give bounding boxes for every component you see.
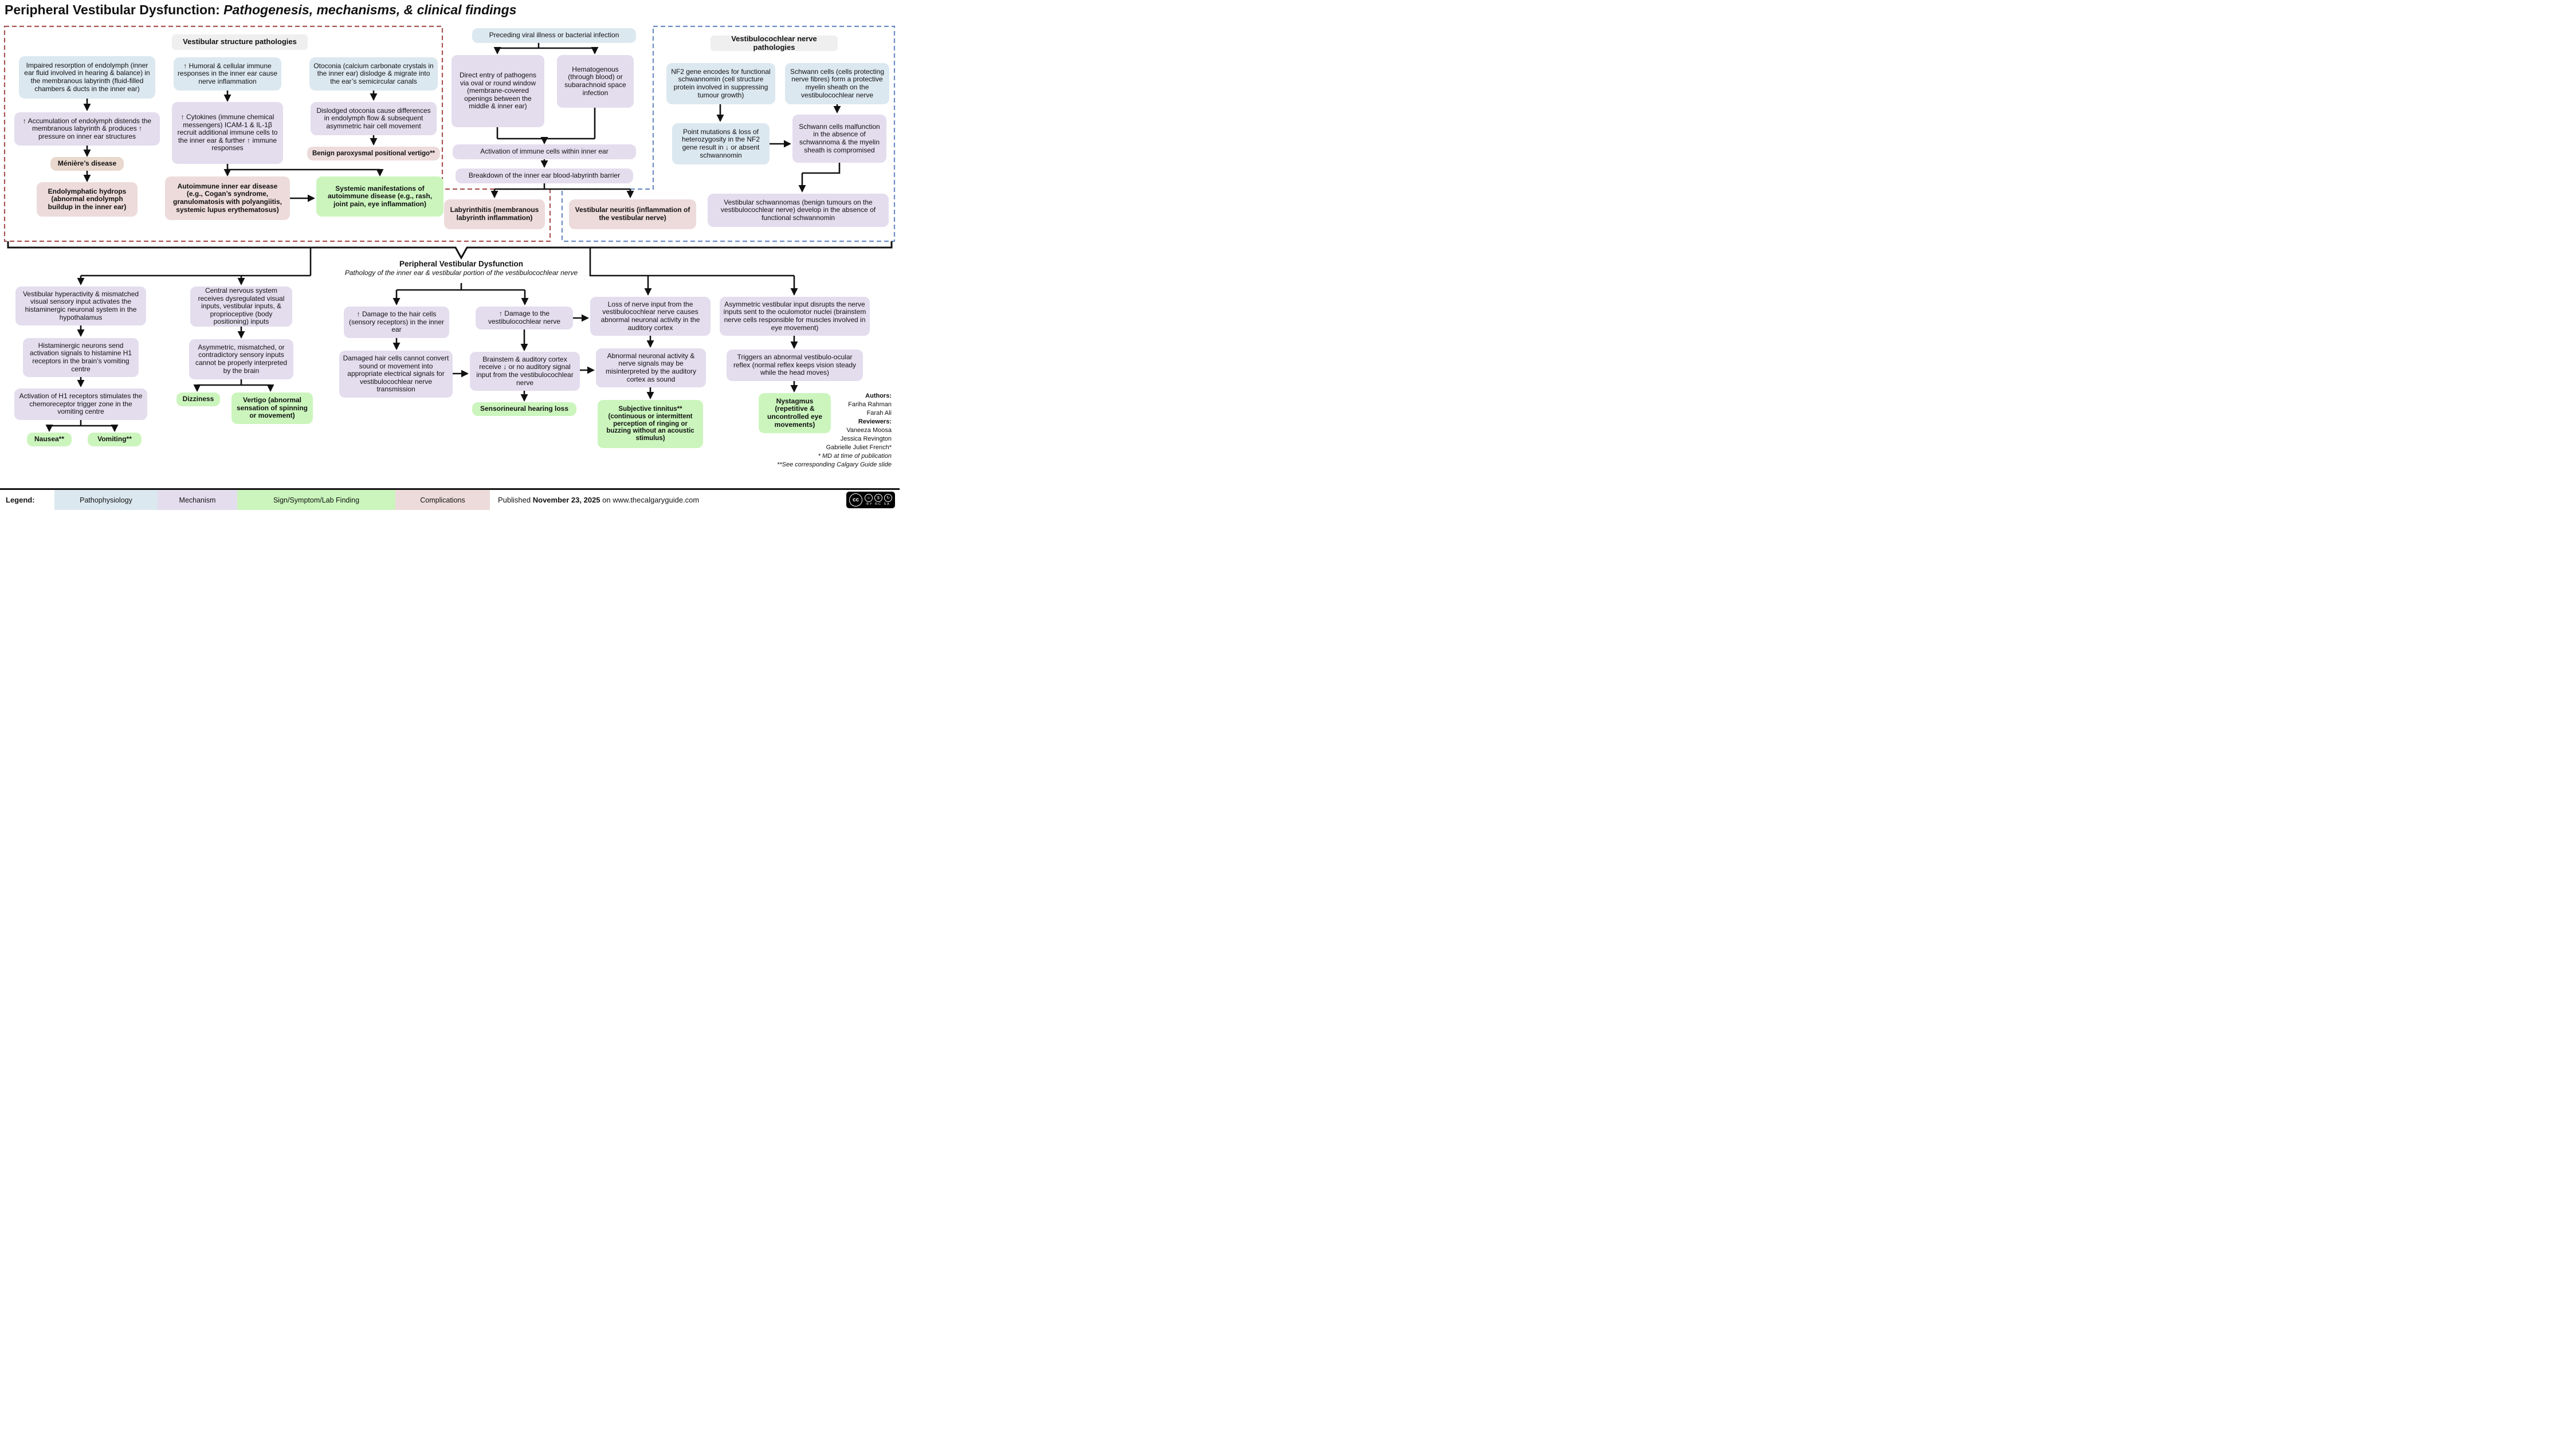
authors-label: Authors:	[865, 393, 892, 399]
published-prefix: Published	[498, 496, 531, 504]
node-hematogenous-infection: Hematogenous (through blood) or subarachnoid space infection	[557, 55, 634, 108]
node-nausea: Nausea**	[27, 433, 72, 446]
node-impaired-endolymph-resorption: Impaired resorption of endolymph (inner ear fluid involved in hearing & balance) in the membranous labyrinth (fluid-filled chambers & ducts in the inner ear)	[19, 56, 155, 99]
cc-license-badge	[846, 492, 895, 508]
credits-block	[777, 392, 892, 469]
reviewer-name: Jessica Revington	[840, 435, 892, 442]
legend-item-complications: Complications	[395, 490, 490, 510]
author-name: Farah Ali	[866, 410, 892, 417]
legend-item-pathophysiology: Pathophysiology	[54, 490, 158, 510]
reviewer-name: Vaneeza Moosa	[846, 427, 892, 434]
gather-bracket	[8, 241, 892, 258]
node-histaminergic-neurons: Histaminergic neurons send activation signals to histamine H1 receptors in the brain’s vomiting centre	[23, 338, 139, 377]
node-subjective-tinnitus: Subjective tinnitus** (continuous or intermittent perception of ringing or buzzing without an acoustic stimulus)	[598, 400, 703, 448]
node-endolymph-accumulation: ↑ Accumulation of endolymph distends the membranous labyrinth & produces ↑ pressure on inner ear structures	[14, 112, 160, 146]
node-dislodged-otoconia-flow: Dislodged otoconia cause differences in endolymph flow & subsequent asymmetric hair cell movement	[311, 102, 437, 135]
node-abnormal-neuronal-activity: Abnormal neuronal activity & nerve signals may be misinterpreted by the auditory cortex as sound	[596, 348, 706, 387]
credit-note: **See corresponding Calgary Guide slide	[777, 461, 892, 468]
infographic-canvas	[0, 0, 900, 510]
node-vomiting: Vomiting**	[88, 433, 142, 446]
legend-label: Legend:	[6, 496, 35, 504]
central-diagnosis-subtitle: Pathology of the inner ear & vestibular portion of the vestibulocochlear nerve	[344, 269, 578, 277]
page-title-subtitle: Pathogenesis, mechanisms, & clinical findings	[223, 2, 517, 17]
legend-item-mechanism: Mechanism	[158, 490, 237, 510]
node-vertigo: Vertigo (abnormal sensation of spinning or movement)	[231, 393, 313, 424]
node-hair-cell-damage: ↑ Damage to the hair cells (sensory receptors) in the inner ear	[344, 307, 449, 338]
node-vestibular-neuritis: Vestibular neuritis (inflammation of the vestibular nerve)	[569, 199, 696, 229]
node-abnormal-vestibulo-ocular-reflex: Triggers an abnormal vestibulo-ocular reflex (normal reflex keeps vision steady while the head moves)	[727, 350, 863, 381]
node-nystagmus: Nystagmus (repetitive & uncontrolled eye movements)	[759, 393, 831, 433]
page-title	[5, 2, 516, 18]
cc-license-text: BY NC SA	[866, 503, 890, 506]
cc-by-icon: ☺	[865, 494, 873, 502]
section-header-vestibulocochlear-nerve: Vestibulocochlear nerve pathologies	[711, 36, 838, 51]
node-immune-cell-activation: Activation of immune cells within inner ear	[453, 144, 636, 159]
node-cns-dysregulated-inputs: Central nervous system receives dysregulated visual inputs, vestibular inputs, & proprioceptive (body positioning) inputs	[190, 287, 292, 327]
node-schwann-cell-malfunction: Schwann cells malfunction in the absence of schwannoma & the myelin sheath is compromised	[792, 115, 886, 163]
node-mismatched-sensory-inputs: Asymmetric, mismatched, or contradictory sensory inputs cannot be properly interpreted by the brain	[189, 339, 293, 379]
node-cytokines-recruit: ↑ Cytokines (immune chemical messengers) ICAM-1 & IL-1β recruit additional immune cells to the inner ear & further ↑ immune responses	[172, 102, 283, 164]
author-name: Fariha Rahman	[848, 401, 892, 408]
node-endolymphatic-hydrops: Endolymphatic hydrops (abnormal endolymph buildup in the inner ear)	[37, 182, 138, 217]
node-labyrinthitis: Labyrinthitis (membranous labyrinth inflammation)	[444, 199, 545, 229]
node-schwann-cells-myelin: Schwann cells (cells protecting nerve fibres) form a protective myelin sheath on the vestibulocochlear nerve	[785, 63, 889, 104]
central-diagnosis-label	[261, 260, 662, 277]
node-systemic-autoimmune-manifestations: Systemic manifestations of autoimmune disease (e.g., rash, joint pain, eye inflammation)	[316, 176, 443, 217]
reviewer-name: Gabrielle Juliet French*	[826, 444, 892, 451]
node-vestibular-schwannomas: Vestibular schwannomas (benign tumours on the vestibulocochlear nerve) develop in the absence of functional schwannomin	[708, 194, 889, 227]
node-vestibular-hyperactivity: Vestibular hyperactivity & mismatched visual sensory input activates the histaminergic neuronal system in the hypothalamus	[15, 287, 146, 325]
node-blood-labyrinth-barrier-breakdown: Breakdown of the inner ear blood-labyrinth barrier	[456, 168, 633, 183]
page-title-main: Peripheral Vestibular Dysfunction:	[5, 2, 220, 17]
node-autoimmune-inner-ear-disease: Autoimmune inner ear disease (e.g., Cogan’s syndrome, granulomatosis with polyangiitis, systemic lupus erythematosus)	[165, 176, 290, 220]
credit-note: * MD at time of publication	[818, 453, 892, 460]
node-menieres-disease: Ménière’s disease	[50, 157, 124, 171]
legend-footer-bar	[0, 488, 900, 510]
central-diagnosis-title: Peripheral Vestibular Dysfunction	[399, 260, 524, 268]
node-humoral-cellular-immune: ↑ Humoral & cellular immune responses in the inner ear cause nerve inflammation	[174, 57, 281, 91]
node-dizziness: Dizziness	[176, 393, 220, 406]
node-otoconia-dislodge: Otoconia (calcium carbonate crystals in the inner ear) dislodge & migrate into the ear’s semicircular canals	[309, 57, 438, 91]
publication-info	[498, 490, 699, 510]
node-nf2-point-mutations: Point mutations & loss of heterozygosity in the NF2 gene result in ↓ or absent schwannomin	[672, 123, 770, 164]
published-date: November 23, 2025	[532, 496, 600, 504]
cc-sa-icon: ↻	[884, 494, 892, 502]
node-loss-of-nerve-input: Loss of nerve input from the vestibulocochlear nerve causes abnormal neuronal activity in the auditory cortex	[590, 297, 711, 336]
cc-logo-icon: cc	[849, 493, 862, 507]
node-brainstem-auditory-cortex: Brainstem & auditory cortex receive ↓ or no auditory signal input from the vestibulocochlear nerve	[470, 352, 580, 391]
legend-item-sign-symptom: Sign/Symptom/Lab Finding	[237, 490, 395, 510]
node-direct-entry-pathogens: Direct entry of pathogens via oval or round window (membrane-covered openings between the middle & inner ear)	[452, 55, 544, 127]
node-preceding-infection: Preceding viral illness or bacterial infection	[472, 28, 636, 43]
node-h1-receptor-activation: Activation of H1 receptors stimulates the chemoreceptor trigger zone in the vomiting centre	[14, 388, 147, 420]
section-header-vestibular-structure: Vestibular structure pathologies	[172, 34, 308, 50]
node-bppv: Benign paroxysmal positional vertigo**	[307, 147, 440, 160]
cc-nc-icon: $	[874, 494, 882, 502]
node-nf2-gene: NF2 gene encodes for functional schwannomin (cell structure protein involved in suppressing tumour growth)	[666, 63, 775, 104]
node-sensorineural-hearing-loss: Sensorineural hearing loss	[472, 402, 576, 416]
node-vestibulocochlear-nerve-damage: ↑ Damage to the vestibulocochlear nerve	[476, 307, 573, 329]
published-site: on www.thecalgaryguide.com	[602, 496, 700, 504]
node-hair-cells-cannot-convert: Damaged hair cells cannot convert sound or movement into appropriate electrical signals for vestibulocochlear nerve transmission	[339, 351, 453, 398]
node-asymmetric-vestibular-input: Asymmetric vestibular input disrupts the nerve inputs sent to the oculomotor nuclei (brainstem nerve cells responsible for muscles involved in eye movement)	[720, 297, 870, 336]
reviewers-label: Reviewers:	[858, 418, 892, 425]
